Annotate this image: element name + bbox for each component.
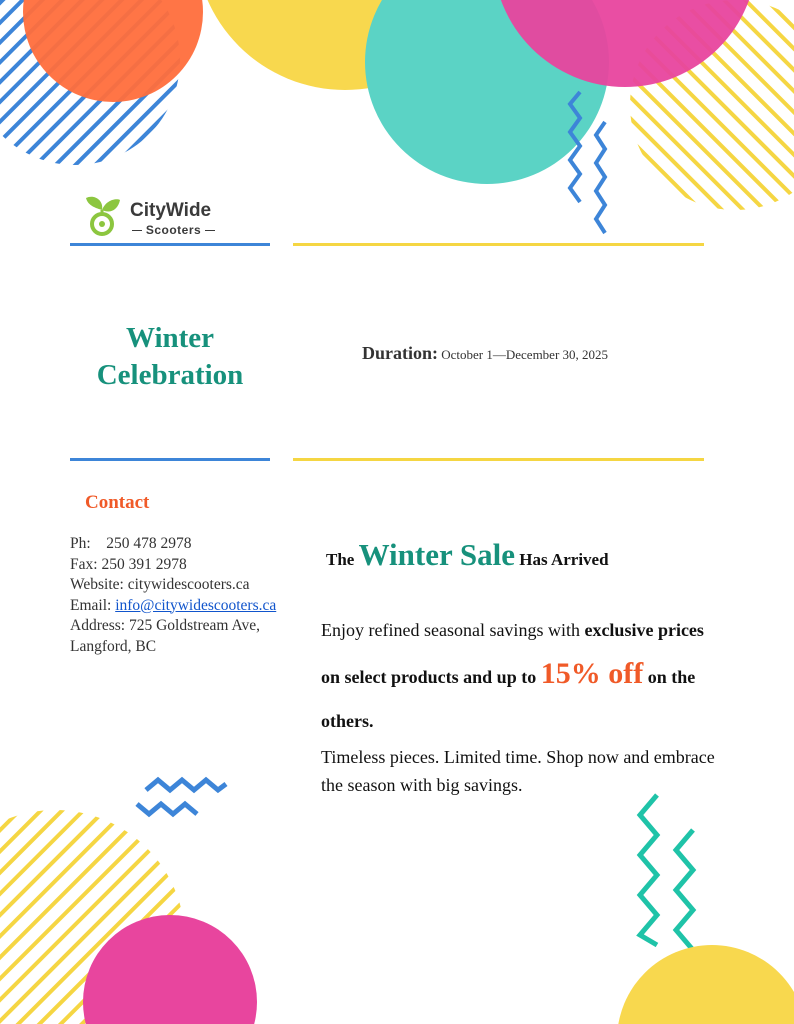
zigzag-blue-4 bbox=[137, 804, 197, 814]
duration-label: Duration: bbox=[362, 343, 438, 363]
subtitle-dash-right bbox=[205, 230, 215, 231]
contact-address bbox=[70, 616, 276, 637]
sale-headline bbox=[326, 537, 609, 573]
contact-address-line-2: Langford, BC bbox=[70, 637, 157, 655]
fax-label: Fax: bbox=[70, 555, 98, 573]
event-duration bbox=[362, 343, 608, 364]
subtitle-dash-left bbox=[132, 230, 142, 231]
divider-top-left bbox=[70, 243, 270, 246]
duration-value: October 1—December 30, 2025 bbox=[441, 347, 609, 362]
contact-heading: Contact bbox=[85, 492, 150, 513]
brand-logo bbox=[80, 192, 240, 242]
contact-email bbox=[70, 596, 276, 617]
contact-website bbox=[70, 575, 276, 596]
promo-intro: Enjoy refined seasonal savings with bbox=[321, 620, 580, 640]
website-value: citywidescooters.ca bbox=[127, 576, 250, 593]
contact-phone bbox=[70, 534, 276, 555]
headline-big: Winter Sale bbox=[358, 537, 516, 572]
zigzag-teal-2 bbox=[676, 830, 693, 965]
yellow-circle-bottom bbox=[617, 945, 794, 1024]
divider-top-right bbox=[293, 243, 704, 246]
event-title: Winter Celebration bbox=[96, 322, 244, 391]
divider-mid-left bbox=[70, 458, 270, 461]
contact-fax bbox=[70, 555, 276, 576]
address-line-1: 725 Goldstream Ave, bbox=[128, 617, 260, 634]
promo-paragraph bbox=[321, 608, 721, 743]
email-label: Email: bbox=[70, 596, 112, 614]
headline-post: Has Arrived bbox=[519, 550, 609, 569]
scooter-leaf-icon bbox=[80, 192, 124, 240]
sale-tagline: Timeless pieces. Limited time. Shop now and embrace the season with big savings. bbox=[321, 747, 715, 795]
sale-body bbox=[321, 608, 721, 799]
phone-label: Ph: bbox=[70, 535, 91, 552]
zigzag-blue-3 bbox=[146, 780, 226, 790]
brand-subtitle-text: Scooters bbox=[145, 223, 202, 237]
website-label: Website: bbox=[70, 576, 124, 593]
promo-end: on the others. bbox=[321, 667, 696, 731]
contact-details bbox=[70, 534, 276, 657]
email-link[interactable]: info@citywidescooters.ca bbox=[115, 596, 277, 614]
promo-discount: 15% off bbox=[540, 657, 644, 690]
zigzag-teal-1 bbox=[640, 795, 657, 945]
headline-pre: The bbox=[326, 550, 355, 569]
brand-subtitle bbox=[132, 223, 215, 237]
divider-mid-right bbox=[293, 458, 704, 461]
promo-bold: exclusive prices on select products and up to bbox=[321, 620, 704, 687]
zigzag-blue-2 bbox=[596, 122, 605, 233]
address-label: Address: bbox=[70, 617, 126, 634]
brand-name: CityWide bbox=[130, 200, 212, 221]
fax-number: 250 391 2978 bbox=[101, 555, 187, 573]
phone-number: 250 478 2978 bbox=[106, 535, 192, 552]
